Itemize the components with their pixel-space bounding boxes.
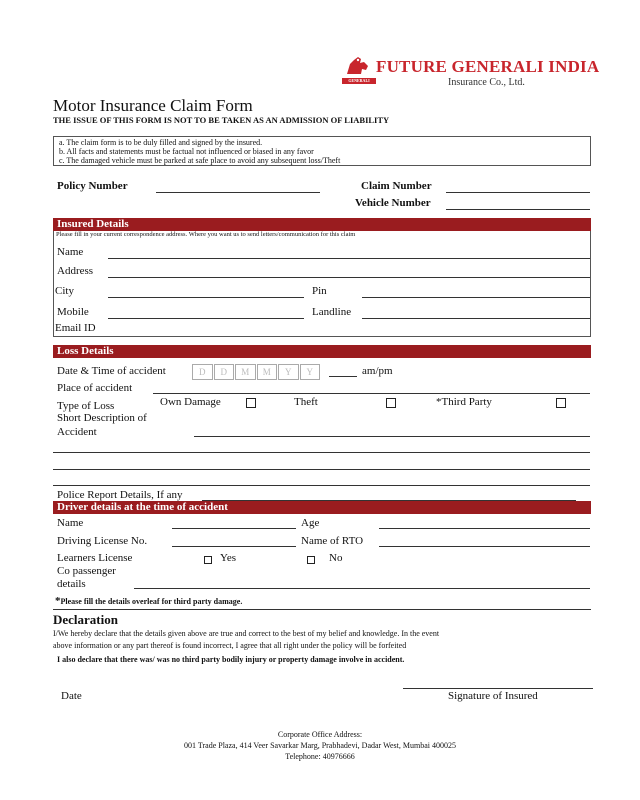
declaration-text-cont: above information or any part thereof is found incorrect, I agree that all right under the policy will be forfeited — [53, 641, 407, 650]
instruction-item: c. The damaged vehicle must be parked at safe place to avoid any subsequent loss/Theft — [59, 156, 341, 165]
signature-label: Signature of Insured — [448, 690, 538, 702]
learners-no-label: No — [329, 552, 343, 564]
insured-note: Please fill in your current correspondence address. Where you want us to send letters/communication for this claim — [56, 231, 356, 238]
description-line[interactable] — [53, 485, 590, 486]
co-passenger-field[interactable] — [134, 588, 590, 589]
place-of-accident-label: Place of accident — [57, 382, 133, 394]
date-input[interactable] — [192, 364, 320, 378]
insured-details-header: Insured Details — [53, 218, 591, 231]
date-box[interactable]: M — [235, 364, 256, 380]
third-party-label: *Third Party — [436, 396, 492, 408]
city-field[interactable] — [108, 297, 304, 298]
date-time-label: Date & Time of accident — [57, 365, 166, 377]
insured-details-box — [53, 231, 591, 337]
short-description-label-cont: Accident — [57, 426, 97, 438]
date-box[interactable]: D — [214, 364, 235, 380]
vehicle-number-label: Vehicle Number — [355, 197, 431, 209]
form-subtitle: THE ISSUE OF THIS FORM IS NOT TO BE TAKEN AS AN ADMISSION OF LIABILITY — [53, 115, 390, 125]
driving-license-label: Driving License No. — [57, 535, 148, 547]
date-box[interactable]: M — [257, 364, 278, 380]
form-title: Motor Insurance Claim Form — [53, 96, 253, 115]
name-label: Name — [57, 246, 84, 258]
mobile-field[interactable] — [108, 318, 304, 319]
address-field[interactable] — [108, 277, 590, 278]
instruction-item: a. The claim form is to be duly filled and signed by the insured. — [59, 138, 263, 147]
age-label: Age — [301, 517, 320, 529]
declaration-bold-text: I also declare that there was/ was no third party bodily injury or property damage involve in accident. — [57, 655, 405, 664]
learners-license-label: Learners License — [57, 552, 133, 564]
declaration-heading: Declaration — [53, 612, 118, 627]
footer-line: Corporate Office Address: — [277, 730, 363, 739]
logo-mark-text: GENERALI — [342, 78, 376, 84]
date-box[interactable]: Y — [278, 364, 299, 380]
driver-details-header: Driver details at the time of accident — [53, 501, 591, 514]
logo-company-sub: Insurance Co., Ltd. — [448, 77, 525, 88]
declaration-text: I/We hereby declare that the details given above are true and correct to the best of my belief and knowledge. In the event — [53, 629, 440, 638]
policy-number-field[interactable] — [156, 192, 320, 193]
place-of-accident-field[interactable] — [153, 393, 590, 394]
driver-name-field[interactable] — [172, 528, 296, 529]
co-passenger-label: Co passenger — [57, 565, 116, 577]
own-damage-checkbox[interactable] — [246, 398, 256, 408]
co-passenger-label-cont: details — [57, 578, 86, 590]
lion-emblem-icon — [344, 54, 372, 78]
learners-yes-label: Yes — [220, 552, 237, 564]
police-report-label: Police Report Details, If any — [57, 489, 183, 501]
rto-field[interactable] — [379, 546, 590, 547]
theft-label: Theft — [294, 396, 318, 408]
learners-yes-checkbox[interactable] — [204, 556, 212, 564]
type-of-loss-label: Type of Loss — [57, 400, 115, 412]
address-label: Address — [57, 265, 94, 277]
driver-name-label: Name — [57, 517, 84, 529]
pin-field[interactable] — [362, 297, 590, 298]
claim-number-field[interactable] — [446, 192, 590, 193]
footer-line: 001 Trade Plaza, 414 Veer Savarkar Marg, Prabhadevi, Dadar West, Mumbai 400025 — [184, 741, 456, 750]
logo-company-name: FUTURE GENERALI INDIA — [376, 57, 600, 76]
pin-label: Pin — [312, 285, 327, 297]
instruction-item: b. All facts and statements must be factual not influenced or biased in any favor — [59, 147, 314, 156]
description-line[interactable] — [53, 469, 590, 470]
instructions-box — [53, 136, 591, 166]
landline-field[interactable] — [362, 318, 590, 319]
loss-details-header: Loss Details — [53, 345, 591, 358]
signature-field[interactable] — [403, 688, 593, 689]
date-box[interactable]: D — [192, 364, 213, 380]
claim-number-label: Claim Number — [361, 180, 432, 192]
third-party-note: *Please fill the details overleaf for third party damage. — [55, 595, 243, 607]
policy-number-label: Policy Number — [57, 180, 128, 192]
age-field[interactable] — [379, 528, 590, 529]
company-logo — [338, 54, 608, 94]
driving-license-field[interactable] — [172, 546, 296, 547]
third-party-note-rule — [53, 609, 591, 610]
third-party-checkbox[interactable] — [556, 398, 566, 408]
landline-label: Landline — [312, 306, 352, 318]
city-label: City — [55, 285, 74, 297]
mobile-label: Mobile — [57, 306, 89, 318]
rto-label: Name of RTO — [301, 535, 364, 547]
vehicle-number-field[interactable] — [446, 209, 590, 210]
description-line[interactable] — [53, 452, 590, 453]
time-field[interactable] — [329, 376, 357, 377]
email-label: Email ID — [55, 322, 96, 334]
footer-address — [0, 729, 640, 762]
ampm-label: am/pm — [362, 365, 393, 377]
name-field[interactable] — [108, 258, 590, 259]
learners-no-checkbox[interactable] — [307, 556, 315, 564]
description-line[interactable] — [194, 436, 590, 437]
theft-checkbox[interactable] — [386, 398, 396, 408]
date-label: Date — [61, 690, 82, 702]
date-box[interactable]: Y — [300, 364, 321, 380]
footer-line: Telephone: 40976666 — [285, 752, 355, 761]
own-damage-label: Own Damage — [160, 396, 221, 408]
short-description-label: Short Description of — [57, 412, 147, 424]
